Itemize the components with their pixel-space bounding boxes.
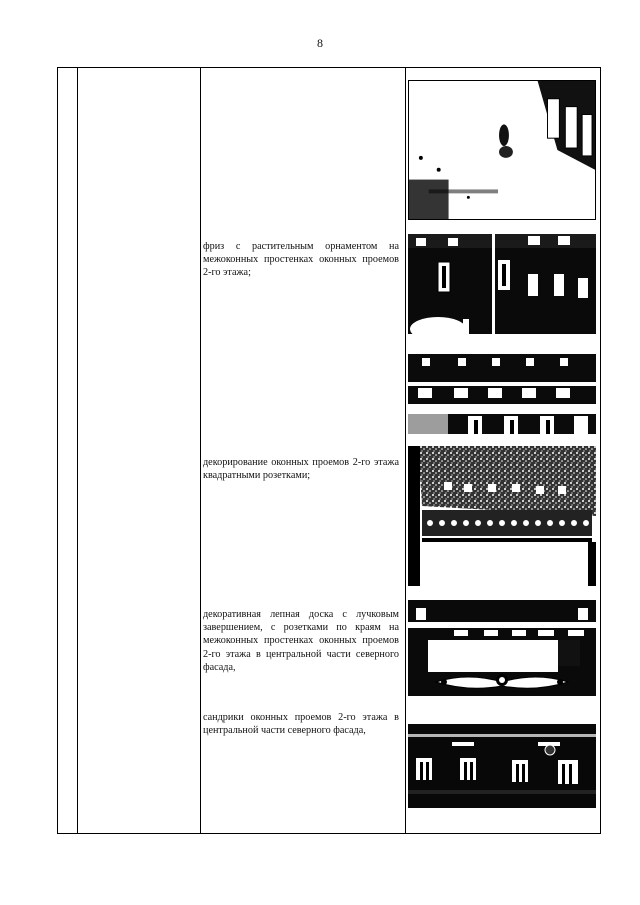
row-text-window-rosettes: декорирование оконных проемов 2-го этажа квадратными розетками;	[203, 457, 399, 482]
column-divider-3	[405, 68, 406, 833]
window-pediments-photo	[408, 724, 596, 808]
window-row-facade-photo	[408, 354, 596, 434]
stucco-board-rosettes-photo	[408, 600, 596, 696]
frieze-floral-ornament-photo	[408, 234, 596, 342]
page-number: 8	[317, 36, 323, 50]
row-text-frieze: фриз с растительным орнаментом на межоконных простенках оконных проемов 2-го этажа;	[203, 241, 399, 279]
facade-wall-with-window-photo	[408, 80, 596, 220]
row-text-window-pediments: сандрики оконных проемов 2-го этажа в центральной части северного фасада,	[203, 712, 399, 737]
square-rosettes-photo	[408, 446, 596, 586]
column-divider-2	[200, 68, 201, 833]
row-text-stucco-board: декоративная лепная доска с лучковым завершением, с розетками по краям на межоконных простенках оконных проемов 2-го этажа в центральной части северного фасада,	[203, 609, 399, 673]
column-divider-1	[77, 68, 78, 833]
